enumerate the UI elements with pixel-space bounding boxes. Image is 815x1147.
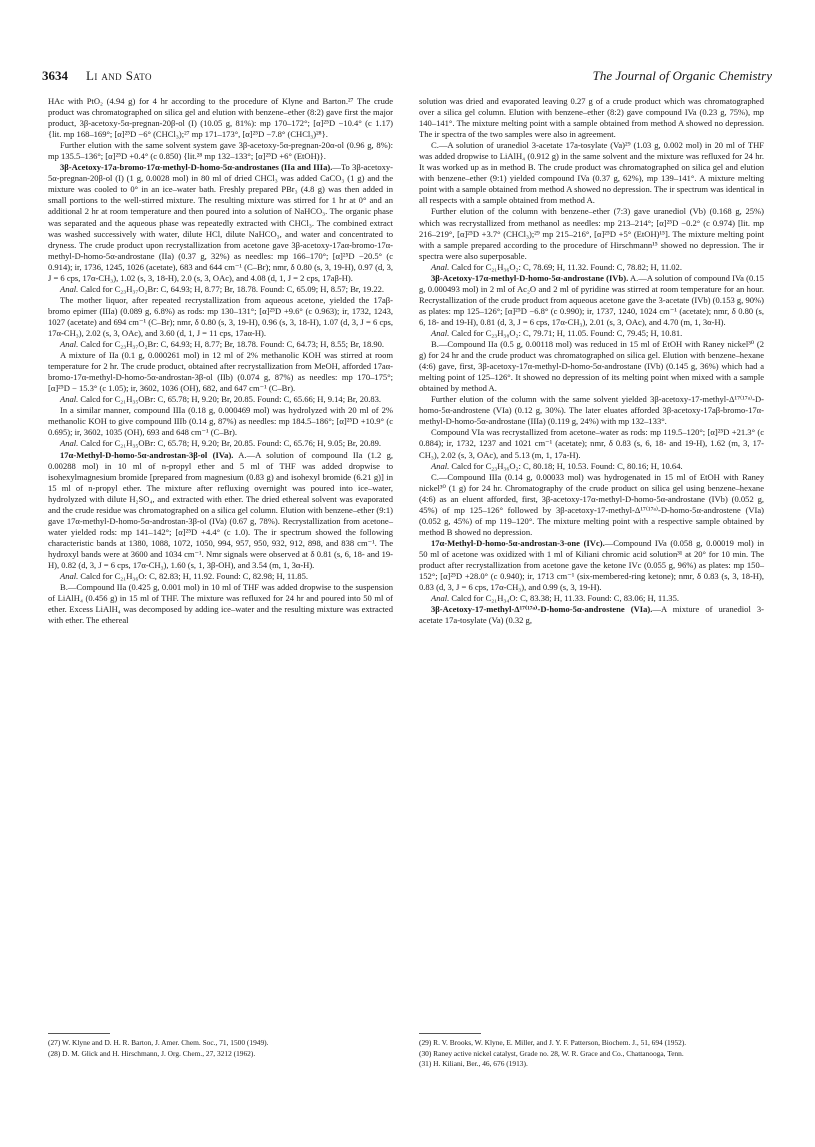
section-heading: 3β-Acetoxy-17-methyl-Δ¹⁷⁽¹⁷ᵃ⁾-D-homo-5α-androstene (VIa).: [431, 604, 653, 615]
paragraph: [419, 394, 764, 427]
footnote: (31) H. Kiliani, Ber., 46, 676 (1913).: [419, 1059, 528, 1069]
section-heading: 3β-Acetoxy-17a-bromo-17α-methyl-D-homo-5α-androstanes (IIa and IIIa).: [60, 162, 333, 173]
section-heading: 17α-Methyl-D-homo-5α-androstan-3-one (IVc).: [431, 537, 605, 548]
paragraph-text: Calcd for C₂₃H₃₈O₂: C, 79.71; H, 11.05. Found: C, 79.45; H, 10.81.: [449, 327, 683, 338]
paragraph: [419, 538, 764, 593]
paragraph: [48, 339, 393, 350]
paragraph-text: B.—Compound IIa (0.425 g, 0.001 mol) in 10 ml of THF was added dropwise to the suspension of LiAlH₄ (0.456 g) in 15 ml of THF. The mixture was refluxed for 24 hr and poured into 50 ml of ether. Excess LiAlH₄ was decomposed by adding ice–water and the resulting mixture was extracted with ether. The ethereal: [48, 582, 393, 626]
journal-title: The Journal of Organic Chemistry: [592, 68, 772, 83]
paragraph-text: A.—A solution of compound IIa (1.2 g, 0.00288 mol) in 10 ml of n-propyl ether and 5 ml of THF was added dropwise to isohexylmagnesium bromide [prepared from magnesium (0.83 g) and isohexyl bromide (6.21 g)] in 15 ml of n-propyl ether. The mixture after refluxing overnight was poured into ice–water, hydrolyzed with dilute H₂SO₄, and extracted with ether. The dried ethereal solvent was evaporated and the crude residue was chromatographed on a silica gel column. Elution with benzene–ether (9:1) gave 17α-methyl-D-homo-5α-androstan-3β-ol (IVa) (0.67 g, 78%). Recrystallization from acetone–water yielded rods: mp 141–142°; [α]²⁵D +4.4° (c 1.0). The ir spectrum showed the following characteristic bands at 1380, 1088, 1072, 1050, 994, 957, 950, 932, 912, 898, and 838 cm⁻¹. The hydroxyl bands were at 3600 and 1034 cm⁻¹. Nmr signals were observed at δ 0.81 (s, 6, 18- and 19-H), 0.82 (d, 3, J = 6 cps, 17α-CH₃), 1.60 (s, 1, 3β-OH), and 3.54 (m, 1, 3α-H).: [48, 449, 393, 570]
paragraph-text: Further elution of the column with the same solvent yielded 3β-acetoxy-17-methyl-Δ¹⁷⁽¹⁷ᵃ⁾-D-homo-5α-androstene (VIa) (0.12 g, 30%). The later eluates afforded 3β-acetoxy-17aβ-bromo-17α-methyl-D-homo-5α-androstane (IIIa) (0.119 g, 24%) with mp 132–133°.: [419, 394, 764, 427]
section-heading: 17α-Methyl-D-homo-5α-androstan-3β-ol (IVa).: [60, 449, 234, 460]
paragraph: [419, 273, 764, 328]
paragraph-text: HAc with PtO₂ (4.94 g) for 4 hr according to the procedure of Klyne and Barton.²⁷ The crude product was chromatographed on silica gel and elution with benzene–ether (8:2) gave first the major product, 3β-acetoxy-5α-pregnan-20β-ol (I) (10.05 g, 81%): mp 170–172°; [α]²⁵D −10.4° (c 1.17) {lit. mp 168–169°; [α]²⁵D −6° (CHCl₃);²⁷ mp 171–173°, [α]²⁵D −7.8° (CHCl₃)²⁸}.: [48, 96, 393, 140]
paragraph: [48, 140, 393, 162]
paragraph-text: C.—A solution of uranediol 3-acetate 17a-tosylate (Va)²⁹ (1.03 g, 0.002 mol) in 20 ml of THF was added dropwise to LiAlH₄ (0.912 g) in the same solvent and the mixture was refluxed for 24 hr. It was worked up as in method B. The crude product was chromatographed on silica gel and elution with benzene–ether (9:1) yielded compound IVa (0.37 g, 62%), mp 139–141°. A mixture melting point with a sample obtained from method A showed no depression. The ir spectrum was identical in all respects with a sample obtained from method A.: [419, 140, 764, 206]
paragraph-text: Further elution with the same solvent system gave 3β-acetoxy-5α-pregnan-20α-ol (0.96 g, 8%): mp 135.5–136°; [α]²⁵D +0.4° (c 0.850) {lit.²⁸ mp 132–133°; [α]²⁵D +6° (EtOH)}.: [48, 140, 393, 162]
footnotes-left: [48, 1038, 393, 1059]
paragraph: [48, 96, 393, 140]
paragraph-text: The mother liquor, after repeated recrystallization from aqueous acetone, yielded the 17aβ-bromo epimer (IIIa) (0.089 g, 6.8%) as rods: mp 130–131°; [α]²⁵D +9.6° (c 0.963); ir, 1732, 1243, 1027 (acetate) and 694 cm⁻¹ (C–Br); nmr, δ 0.80 (s, 3, 19-H), 0.96 (s, 3, 18-H), 1.07 (d, 3, J = 6 cps, 17α-CH₃), 2.02 (s, 3, OAc), and 3.60 (d, 1, J = 11 cps, 17aα-H).: [48, 294, 393, 338]
paragraph: [419, 96, 764, 140]
analysis-label: Anal.: [60, 571, 79, 582]
paragraph: [419, 140, 764, 206]
analysis-label: Anal.: [60, 339, 79, 350]
paragraph-text: In a similar manner, compound IIIa (0.18 g, 0.000469 mol) was hydrolyzed with 20 ml of 2% methanolic KOH to give compound IIIb (0.14 g, 87%) as needles: mp 184.5–186°; [α]²⁵D +10.9° (c 0.695); ir, 3602, 1035 (OH), 693 and 648 cm⁻¹ (C–Br).: [48, 405, 393, 438]
paragraph-text: Calcd for C₂₃H₃₇O₂Br: C, 64.93; H, 8.77; Br, 18.78. Found: C, 64.73; H, 8.55; Br, 18.90.: [78, 339, 385, 350]
paragraph-text: Calcd for C₂₁H₃₆O: C, 82.83; H, 11.92. Found: C, 82.98; H, 11.85.: [78, 571, 308, 582]
paragraph-text: —Compound IVa (0.058 g, 0.00019 mol) in 50 ml of acetone was oxidized with 1 ml of Kiliani chromic acid solution³¹ at 20° for 10 min. The product after recrystallization from acetone gave the ketone IVc (0.055 g, 96%) as plates: mp 150–152°; [α]²⁵D +28.0° (c 0.940); ir, 1713 cm⁻¹ (six-membered-ring ketone); nmr, δ 0.83 (s, 3, 18-H), 0.83 (d, 3, J = 6 cps, 17α-CH₃), and 0.99 (s, 3, 19-H).: [419, 537, 764, 593]
footnote: (27) W. Klyne and D. H. R. Barton, J. Amer. Chem. Soc., 71, 1500 (1949).: [48, 1038, 269, 1047]
footnotes-right: [419, 1038, 764, 1070]
paragraph-text: Calcd for C₂₁H₃₆O₂: C, 78.69; H, 11.32. Found: C, 78.82; H, 11.02.: [449, 261, 682, 272]
paragraph: [419, 427, 764, 460]
left-column: [48, 96, 393, 626]
analysis-label: Anal.: [431, 460, 450, 471]
page-header: [42, 68, 772, 86]
paragraph-text: —A mixture of uranediol 3-acetate 17a-tosylate (Va) (0.32 g,: [419, 604, 764, 626]
running-authors: Li and Sato: [86, 68, 152, 83]
footnote: (30) Raney active nickel catalyst, Grade no. 28, W. R. Grace and Co., Chattanooga, Tenn.: [419, 1048, 684, 1058]
paragraph: [48, 405, 393, 438]
page-number: 3634: [42, 68, 68, 83]
analysis-label: Anal.: [60, 394, 79, 405]
paragraph: [48, 571, 393, 582]
paragraph: [419, 604, 764, 626]
paragraph: [48, 350, 393, 394]
paragraph: [48, 450, 393, 572]
paragraph: [48, 162, 393, 284]
right-column: [419, 96, 764, 626]
paragraph-text: C.—Compound IIIa (0.14 g, 0.00033 mol) was hydrogenated in 15 ml of EtOH with Raney nickel³⁰ (1 g) for 24 hr. Chromatography of the crude product on silica gel using benzene–hexane (4:6) as an eluent afforded, first, 3β-acetoxy-17α-methyl-D-homo-5α-androstane (IVb) (0.052 g, 45%) of mp 125–126° followed by 3β-acetoxy-17-methyl-Δ¹⁷⁽¹⁷ᵃ⁾-D-homo-5α-androstene (VIa) (0.052 g, 45%) of mp 119–120°. The mixture melting point with a respective sample obtained by method B showed no depression.: [419, 471, 764, 537]
paragraph: [419, 206, 764, 261]
paragraph: [419, 262, 764, 273]
paragraph-text: Calcd for C₂₁H₃₅OBr: C, 65.78; H, 9.20; Br, 20.85. Found: C, 65.76; H, 9.05; Br, 20.89.: [78, 438, 382, 449]
footnote: (29) R. V. Brooks, W. Klyne, E. Miller, and J. Y. F. Patterson, Biochem. J., 51, 694 (1952).: [419, 1038, 687, 1047]
paragraph-text: Calcd for C₂₃H₃₇O₂Br: C, 64.93; H, 8.77; Br, 18.78. Found: C, 65.09; H, 8.57; Br, 19.22.: [78, 283, 385, 294]
paragraph: [48, 295, 393, 339]
paragraph: [419, 461, 764, 472]
paragraph-text: Calcd for C₂₁H₃₅OBr: C, 65.78; H, 9.20; Br, 20.85. Found: C, 65.66; H, 9.14; Br, 20.83.: [78, 394, 382, 405]
paragraph: [48, 284, 393, 295]
analysis-label: Anal.: [431, 327, 450, 338]
analysis-label: Anal.: [60, 438, 79, 449]
paragraph-text: A mixture of IIa (0.1 g, 0.000261 mol) in 12 ml of 2% methanolic KOH was stirred at room temperature for 2 hr. The crude product, obtained after recrystallization from MeOH, afforded 17aα-bromo-17α-methyl-D-homo-5α-androstan-3β-ol (IIb) (0.074 g, 87%) as needles: mp 170–175°; [α]²⁵D − 15.3° (c 1.05); ir, 3602, 1036 (OH), 682, and 647 cm⁻¹ (C–Br).: [48, 350, 393, 394]
paragraph: [48, 394, 393, 405]
paragraph-text: Further elution of the column with benzene–ether (7:3) gave uranediol (Vb) (0.168 g, 25%) which was recrystallized from methanol as needles: mp 213–214°; [α]²⁵D −0.2° (c 0.974) [lit. mp 216–219°, [α]²⁵D +3.7° (CHCl₃);²⁹ mp 215–216°, [α]²⁵D +5° (EtOH)¹⁵]. The mixture melting point with a sample prepared according to the procedure of Hirschmann¹⁵ showed no depression. The ir spectra were also superposable.: [419, 206, 764, 261]
paragraph: [419, 593, 764, 604]
paragraph-text: Compound VIa was recrystallized from acetone–water as rods: mp 119.5–120°; [α]²⁵D +21.3° (c 0.884); ir, 1732, 1237 and 1021 cm⁻¹ (acetate); nmr, δ 0.83 (s, 6, 18- and 19-H), 1.62 (m, 3, 17-CH₃), 2.02 (s, 3, OAc), and 5.13 (m, 1, 17a-H).: [419, 427, 764, 460]
paragraph: [419, 472, 764, 538]
paragraph: [48, 438, 393, 449]
footnote-rule-right: [419, 1033, 481, 1034]
paragraph: [419, 339, 764, 394]
paragraph-text: B.—Compound IIa (0.5 g, 0.00118 mol) was reduced in 15 ml of EtOH with Raney nickel³⁰ (2 g) for 24 hr and the crude product was chromatographed on silica gel. Elution with benzene–hexane (4:6) gave, first, 3β-acetoxy-17α-methyl-D-homo-5α-androstane (IVb) (0.145 g, 36%) which had a melting point of 125–126°. It showed no depression of its melting point when mixed with a sample obtained by method A.: [419, 339, 764, 394]
paragraph-text: —To 3β-acetoxy-5α-pregnan-20β-ol (I) (1 g, 0.0028 mol) in 80 ml of dried CHCl₃ was added CaCO₃ (1 g) and the mixture was cooled to 0° in an ice–water bath. Freshly prepared PBr₃ (4.8 g) was then added in small portions to the well-stirred mixture. The resulting mixture was stirred for 1 hr at 0° and an additional 2 hr at room temperature and then poured into a solution of NaHCO₃. The organic phase was separated and the aqueous phase was repeatedly extracted with CHCl₃. The combined extract was washed successively with water, dilute HCl, dilute NaHCO₃, and water and concentrated to dryness. The crude product upon recrystallization from acetone gave 3β-acetoxy-17aα-bromo-17α-methyl-D-homo-5α-androstane (IIa) (0.37 g, 32%) as needles: mp 166–170°; [α]²⁵D −20.5° (c 0.914); ir, 1736, 1245, 1026 (acetate), 683 and 644 cm⁻¹ (C–Br); nmr, δ 0.80 (s, 3, 19-H), 0.97 (d, 3, J = 6 cps, 17α-CH₃), 1.02 (s, 3, 18-H), 2.0 (s, 3, OAc), and 4.08 (d, 1, J = 2 cps, 17aβ-H).: [48, 162, 393, 283]
paragraph: [48, 582, 393, 626]
paragraph: [419, 328, 764, 339]
analysis-label: Anal.: [60, 283, 79, 294]
paragraph-text: A.—A solution of compound IVa (0.15 g, 0.000493 mol) in 2 ml of Ac₂O and 2 ml of pyridine was stirred at room temperature for an hour. Recrystallization of the crude product from aqueous acetone gave the 3-acetate (IVb) (0.153 g, 90%) as plates: mp 125–126°; [α]²⁵D −6.8° (c 0.990); ir, 1737, 1240, 1024 cm⁻¹ (acetate); nmr, δ 0.80 (s, 6, 18- and 19-H), 0.81 (d, 3, J = 6 cps, 17α-CH₃), 2.01 (s, 3, OAc), and 4.70 (m, 1, 3α-H).: [419, 272, 764, 327]
analysis-label: Anal.: [431, 593, 450, 604]
footnote-rule-left: [48, 1033, 110, 1034]
analysis-label: Anal.: [431, 261, 450, 272]
paragraph-text: Calcd for C₂₁H₃₄O: C, 83.38; H, 11.33. Found: C, 83.06; H, 11.35.: [449, 593, 679, 604]
section-heading: 3β-Acetoxy-17α-methyl-D-homo-5α-androstane (IVb).: [431, 272, 629, 283]
paragraph-text: solution was dried and evaporated leaving 0.27 g of a crude product which was chromatographed over a silica gel column. Elution with benzene–ether (8:2) gave compound IVa (0.23 g, 75%), mp 140–141°. The mixture melting point with a sample obtained from method A showed no depression. The ir spectra of the two samples were also in agreement.: [419, 96, 764, 140]
paragraph-text: Calcd for C₂₃H₃₆O₂: C, 80.18; H, 10.53. Found: C, 80.16; H, 10.64.: [449, 460, 683, 471]
footnote: (28) D. M. Glick and H. Hirschmann, J. Org. Chem., 27, 3212 (1962).: [48, 1048, 256, 1058]
